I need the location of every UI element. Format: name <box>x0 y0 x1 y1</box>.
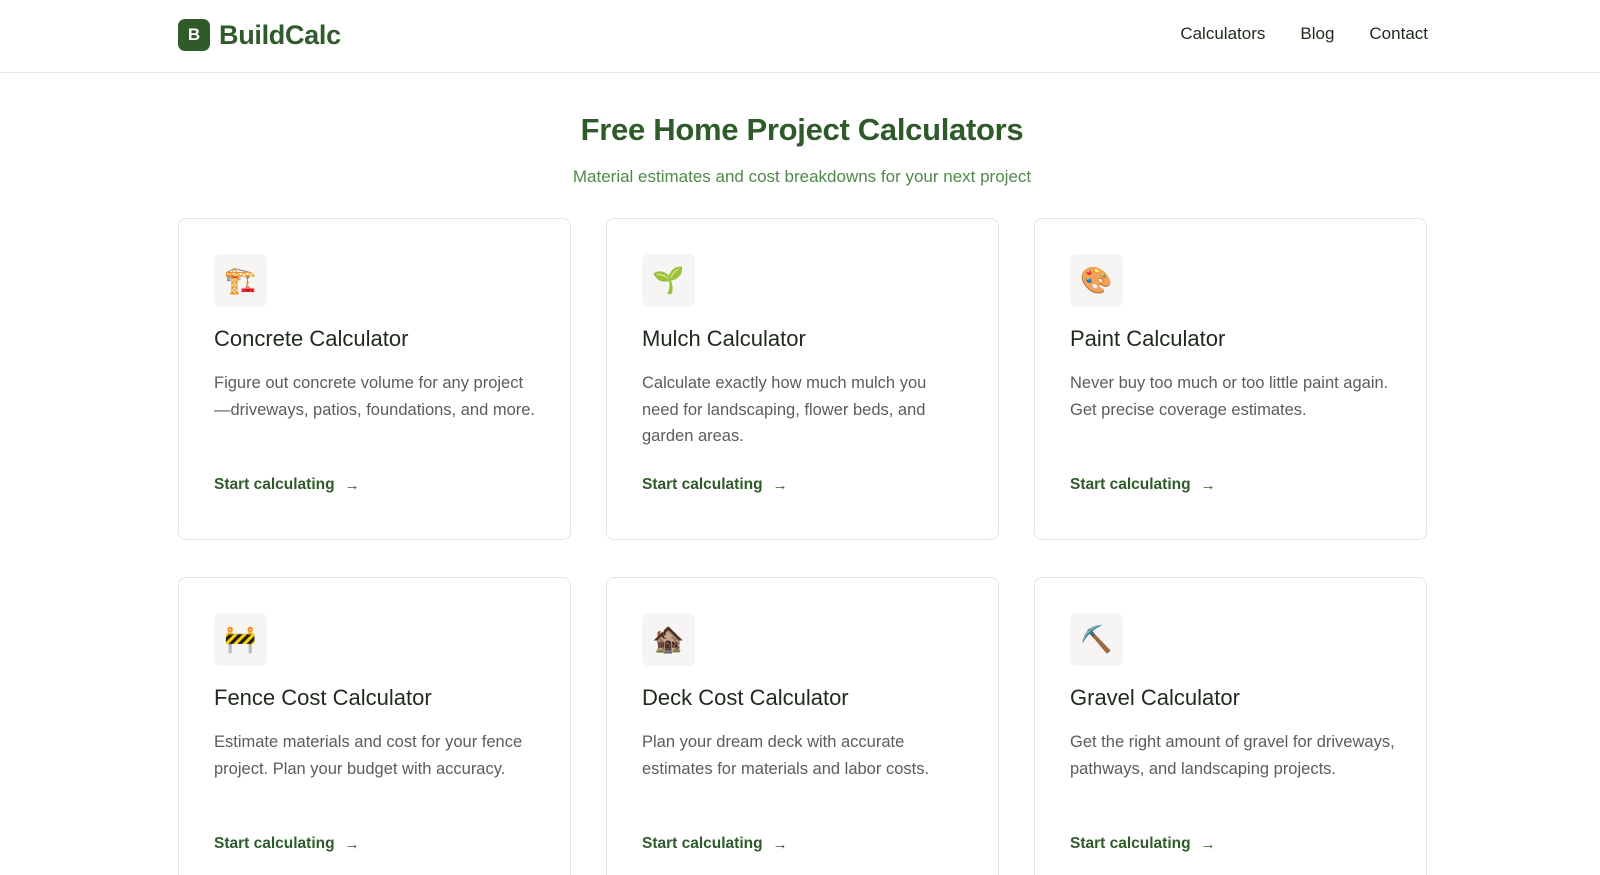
card-title: Mulch Calculator <box>642 326 806 351</box>
card-description: Never buy too much or too little paint again. Get precise coverage estimates. <box>1070 374 1389 419</box>
page-title: Free Home Project Calculators <box>580 112 1024 147</box>
brand-logo-link[interactable] <box>178 19 341 51</box>
arrow-right-icon: → <box>344 476 360 494</box>
arrow-right-icon: → <box>1200 476 1216 494</box>
start-calculating-link[interactable] <box>642 476 788 494</box>
arrow-right-icon: → <box>344 835 360 853</box>
brand-logo-mark: B <box>178 19 210 51</box>
start-calculating-label: Start calculating <box>1070 476 1191 493</box>
card-title: Concrete Calculator <box>214 326 409 351</box>
barrier-icon: 🚧 <box>214 613 267 666</box>
card-title: Gravel Calculator <box>1070 685 1240 710</box>
card-description: Calculate exactly how much mulch you need for landscaping, flower beds, and garden areas. <box>642 374 927 445</box>
seedling-icon: 🌱 <box>642 254 695 307</box>
pick-icon: ⛏️ <box>1070 613 1123 666</box>
calculator-card-paint[interactable] <box>1034 218 1427 540</box>
calculator-card-deck-cost[interactable] <box>606 577 999 875</box>
start-calculating-label: Start calculating <box>214 835 335 852</box>
start-calculating-label: Start calculating <box>642 476 763 493</box>
arrow-right-icon: → <box>1200 835 1216 853</box>
card-title: Fence Cost Calculator <box>214 685 432 710</box>
nav-link-calculators[interactable]: Calculators <box>1180 24 1266 43</box>
card-description: Estimate materials and cost for your fence project. Plan your budget with accuracy. <box>214 733 523 778</box>
nav-link-contact[interactable]: Contact <box>1369 24 1428 43</box>
start-calculating-link[interactable] <box>1070 476 1216 494</box>
card-title: Paint Calculator <box>1070 326 1226 351</box>
start-calculating-label: Start calculating <box>214 476 335 493</box>
start-calculating-link[interactable] <box>642 835 788 853</box>
card-title: Deck Cost Calculator <box>642 685 849 710</box>
calculator-card-fence-cost[interactable] <box>178 577 571 875</box>
start-calculating-label: Start calculating <box>642 835 763 852</box>
house-icon: 🏚️ <box>642 613 695 666</box>
card-description: Get the right amount of gravel for driveways, pathways, and landscaping projects. <box>1070 733 1395 778</box>
card-description: Figure out concrete volume for any project—driveways, patios, foundations, and more. <box>214 374 536 419</box>
crane-icon: 🏗️ <box>214 254 267 307</box>
card-description: Plan your dream deck with accurate estimates for materials and labor costs. <box>642 733 930 778</box>
start-calculating-link[interactable] <box>214 835 360 853</box>
start-calculating-link[interactable] <box>1070 835 1216 853</box>
calculator-card-concrete[interactable] <box>178 218 571 540</box>
start-calculating-label: Start calculating <box>1070 835 1191 852</box>
arrow-right-icon: → <box>772 835 788 853</box>
start-calculating-link[interactable] <box>214 476 360 494</box>
calculator-card-mulch[interactable] <box>606 218 999 540</box>
main-nav <box>1180 24 1428 44</box>
arrow-right-icon: → <box>772 476 788 494</box>
brand-name: BuildCalc <box>219 19 341 50</box>
nav-link-blog[interactable]: Blog <box>1300 24 1335 43</box>
top-navigation-bar <box>0 0 1600 73</box>
calculator-card-gravel[interactable] <box>1034 577 1427 875</box>
page-subtitle: Material estimates and cost breakdowns for your next project <box>572 167 1032 186</box>
palette-icon: 🎨 <box>1070 254 1123 307</box>
